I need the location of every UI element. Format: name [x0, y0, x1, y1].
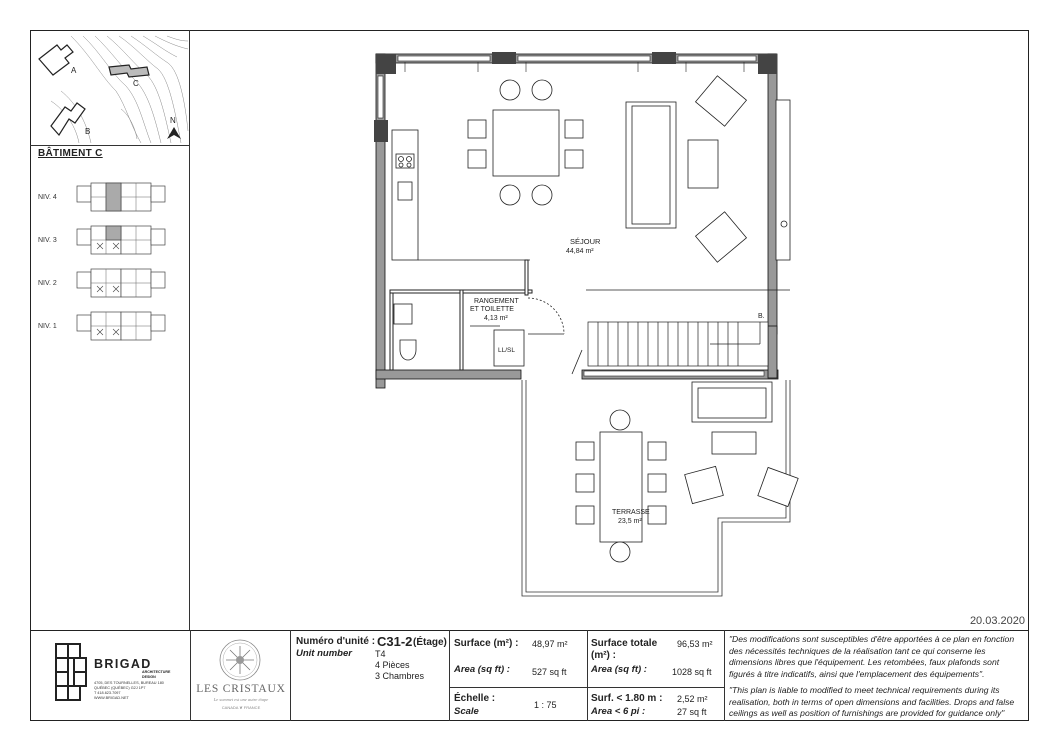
- llsl-label: LL/SL: [498, 347, 515, 354]
- plan-date: 20.03.2020: [969, 615, 1025, 627]
- tb-divider: [587, 630, 588, 721]
- unit-details: [375, 649, 424, 682]
- scale-label-en: Scale: [454, 706, 479, 717]
- total-m2-label: Surface totale: [591, 638, 658, 649]
- les-cristaux-sub: CANADA ❦ FRANCE: [221, 705, 261, 710]
- level-label-1: NIV. 1: [38, 323, 57, 330]
- room-name-rangement: RANGEMENT: [474, 298, 519, 305]
- site-plan: [31, 31, 189, 145]
- building-title: BÂTIMENT C: [38, 148, 103, 159]
- unit-type: T4: [375, 649, 386, 659]
- total-sqft-value: 1028 sq ft: [672, 667, 712, 677]
- tb-divider: [190, 630, 191, 721]
- low-area-ft-label: Area < 6 pi :: [591, 706, 646, 717]
- room-name-sejour: SÉJOUR: [570, 237, 601, 246]
- brigad-logo-icon: [50, 640, 92, 712]
- title-block-border: [30, 630, 1029, 631]
- disclaimer-en: "This plan is liable to modified to meet technical requirements during its realisation, both in terms of open dimensions and facilities. Drops and false ceilings as well as position of furnishings are provided for guidance only": [729, 685, 1015, 719]
- room-area-rangement: 4,13 m²: [484, 315, 508, 322]
- scale-label-fr: Échelle :: [454, 693, 496, 704]
- total-sqft-label: Area (sq ft) :: [591, 664, 647, 675]
- unit-label-fr: Numéro d'unité :: [296, 636, 376, 647]
- surface-m2-label: Surface (m²) :: [454, 638, 519, 649]
- brigad-address: [94, 681, 184, 701]
- low-area-m-label: Surf. < 1.80 m :: [591, 693, 663, 704]
- level-label-2: NIV. 2: [38, 280, 57, 287]
- surface-sqft-value: 527 sq ft: [532, 667, 567, 677]
- room-name-toilette: ET TOILETTE: [470, 306, 514, 313]
- low-area-ft-value: 27 sq ft: [677, 707, 707, 717]
- floor-plan: [370, 50, 810, 610]
- scale-value: 1 : 75: [534, 700, 557, 710]
- level-plans: [75, 180, 180, 350]
- unit-rooms: 4 Pièces: [375, 660, 410, 670]
- level-4-unit-highlight: [106, 183, 121, 211]
- unit-number: C31-2: [377, 634, 413, 649]
- total-m2-unit: (m²) :: [591, 650, 616, 661]
- room-area-sejour: 44,84 m²: [566, 248, 594, 255]
- room-area-terrasse: 23,5 m²: [618, 518, 642, 525]
- tb-divider: [449, 687, 724, 688]
- brigad-address-line: QUÉBEC (QUÉBEC) G2J 1P7: [94, 686, 146, 690]
- brigad-address-line: 4705, DES TOURNELLES, BUREAU 180: [94, 681, 164, 685]
- tb-divider: [290, 630, 291, 721]
- unit-floor: (Étage): [413, 637, 447, 648]
- disclaimer-fr: "Des modifications sont susceptibles d'être apportées à ce plan en fonction des nécessités techniques de la réalisation tant ce qui conserne les dimensions libres que l'équipement. Les retombées, faux plafonds sont figurés à titre indicatifs, ainsi que l'emplacement des équipements".: [729, 634, 1015, 679]
- unit-bedrooms: 3 Chambres: [375, 671, 425, 681]
- site-label-a: A: [71, 66, 77, 75]
- level-label-4: NIV. 4: [38, 194, 57, 201]
- brigad-name: BRIGAD: [94, 657, 152, 671]
- level-label-3: NIV. 3: [38, 237, 57, 244]
- room-name-terrasse: TERRASSE: [612, 509, 650, 516]
- surface-sqft-label: Area (sq ft) :: [454, 664, 510, 675]
- site-label-b: B: [85, 127, 91, 136]
- brigad-address-line: WWW.BRIGAD.NET: [94, 696, 129, 700]
- total-m2-value: 96,53 m²: [677, 639, 713, 649]
- les-cristaux-tagline: Le sommet est une autre étape: [213, 697, 269, 702]
- tb-divider: [724, 630, 725, 721]
- les-cristaux-emblem-icon: [218, 638, 262, 682]
- brigad-tagline: ARCHITECTURE DESIGN: [142, 670, 171, 679]
- site-label-c: C: [133, 79, 139, 88]
- stair-mark: B.: [758, 313, 765, 320]
- sidebar-divider: [30, 145, 190, 146]
- north-label: N: [170, 116, 176, 125]
- surface-m2-value: 48,97 m²: [532, 639, 568, 649]
- brigad-address-line: T 418.623.7097: [94, 691, 121, 695]
- level-3-unit-highlight: [106, 226, 121, 240]
- les-cristaux-name: LES CRISTAUX: [196, 683, 286, 695]
- tb-divider: [449, 630, 450, 721]
- unit-label-en: Unit number: [296, 648, 352, 659]
- low-area-m-value: 2,52 m²: [677, 694, 708, 704]
